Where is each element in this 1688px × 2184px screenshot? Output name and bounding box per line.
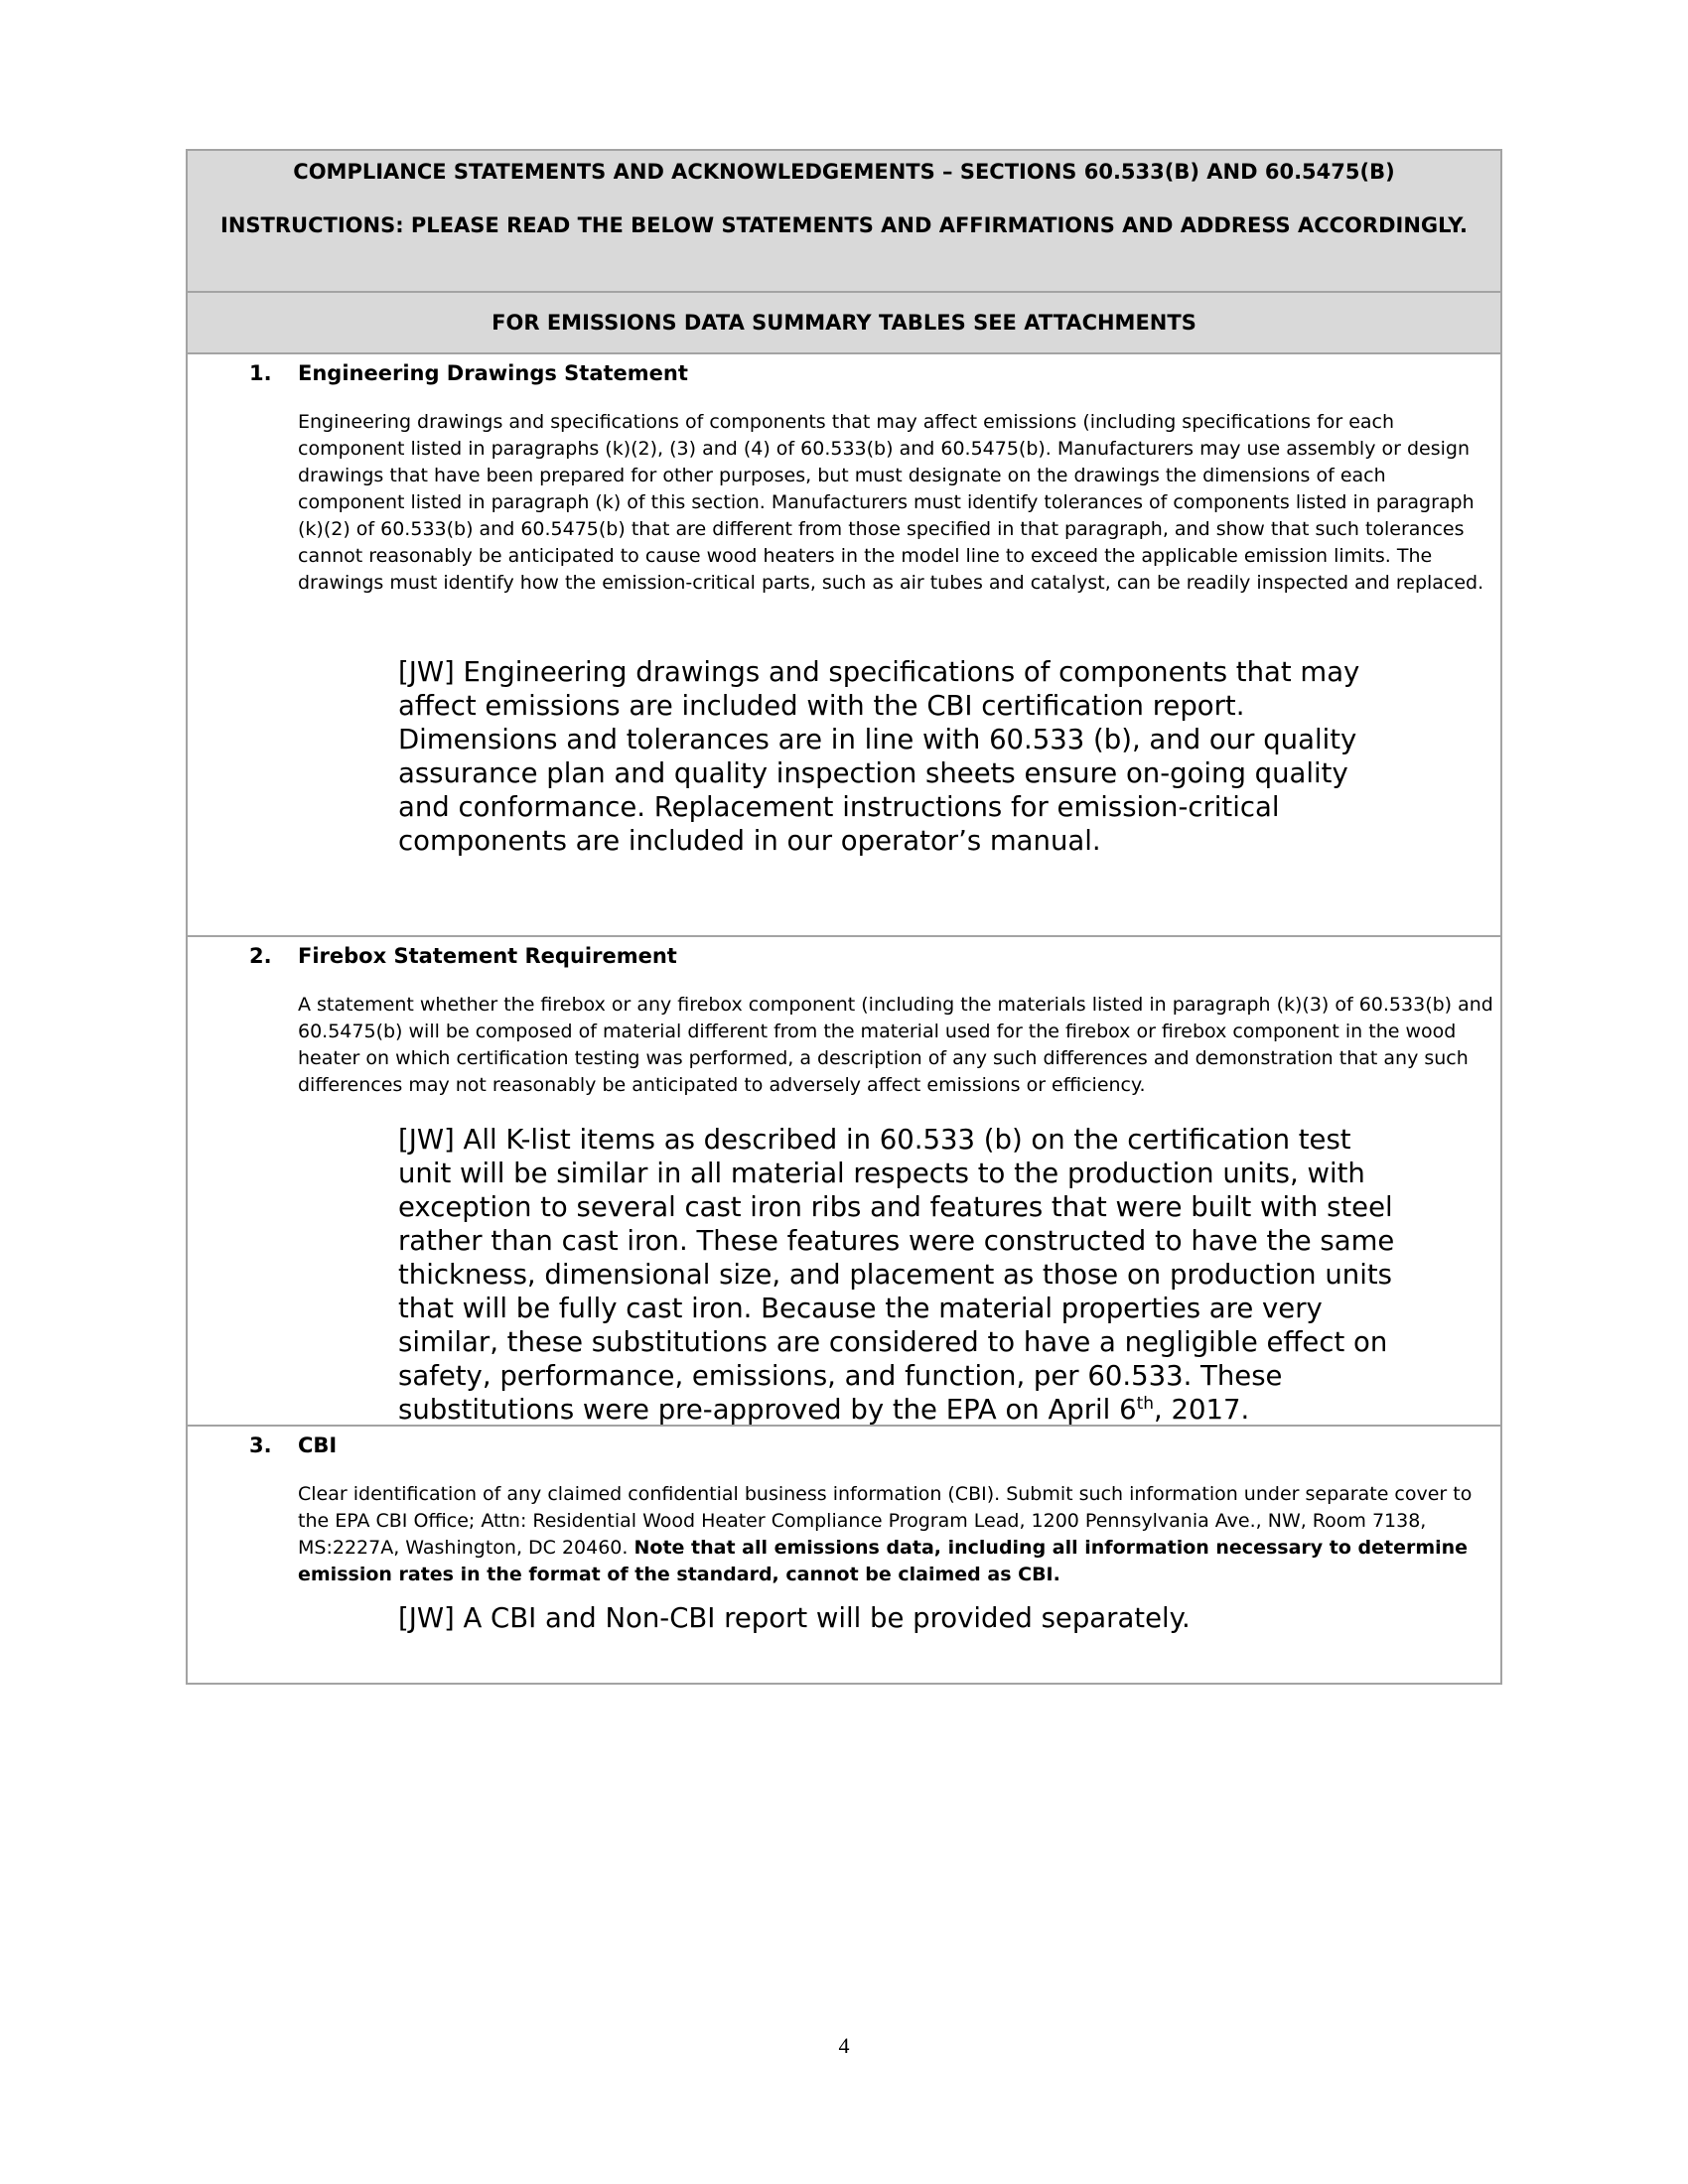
section-number: 3. (249, 1433, 272, 1457)
section-title: Engineering Drawings Statement (298, 361, 688, 385)
section-requirement-text: Engineering drawings and specifications of components that may affect emissions (including specifications for each component listed in paragraphs (k)(2), (3) and (4) of 60.533(b) and 60.5475(b). Manufacturers may use assembly or design drawings that have been prepared for other purposes, but must designate on the drawings the dimensions of each component listed in paragraph (k) of this section. Manufacturers must identify tolerances of components listed in paragraph (k)(2) of 60.533(b) and 60.5475(b) that are different from those specified in that paragraph, and show that such tolerances cannot reasonably be anticipated to cause wood heaters in the model line to exceed the applicable emission limits. The drawings must identify how the emission-critical parts, such as air tubes and catalyst, can be readily inspected and replaced. (298, 411, 1484, 594)
response-main-text: [JW] All K-list items as described in 60.533 (b) on the certification test unit will be similar in all material respects to the production units, with exception to several cast iron ribs and features that were built with steel rather than cast iron. These features were constructed to have the same thickness, dimensional size, and placement as those on production units that will be fully cast iron. Because the material properties are very similar, these substitutions are considered to have a negligible effect on safety, performance, emissions, and function, per 60.533. These substitutions were pre-approved by the EPA on April 6 (398, 1124, 1395, 1426)
ordinal-suffix: th (1136, 1393, 1155, 1414)
requirement-bold-note: Note that all emissions data, including all information necessary to determine emission rates in the format of the standard, cannot be claimed as CBI. (298, 1537, 1469, 1585)
requirement-plain-text: Clear identification of any claimed confidential business information (CBI). Submit such information under separate cover to the EPA CBI Office; Attn: Residential Wood Heater Compliance Program Lead, 1200 Pennsylvania Ave., NW, Room 7138, MS:2227A, Washington, DC 20460. (298, 1483, 1473, 1559)
section-response-text (398, 1123, 1401, 1427)
compliance-table (186, 149, 1502, 1685)
section-title: CBI (298, 1433, 338, 1457)
header-title: COMPLIANCE STATEMENTS AND ACKNOWLEDGEMENTS – SECTIONS 60.533(B) AND 60.5475(B) (293, 160, 1395, 184)
section-number: 2. (249, 944, 272, 968)
table-header (188, 151, 1500, 293)
section-requirement-text (298, 1481, 1494, 1588)
response-end-text: , 2017. (1154, 1394, 1250, 1426)
section-cbi (188, 1427, 1500, 1683)
header-instructions: INSTRUCTIONS: PLEASE READ THE BELOW STATEMENTS AND AFFIRMATIONS AND ADDRESS ACCORDINGLY. (220, 213, 1468, 237)
section-response-text: [JW] Engineering drawings and specifications of components that may affect emissions are included with the CBI certification report. Dimensions and tolerances are in line with 60.533 (b), and our quality assurance plan and quality inspection sheets ensure on-going quality and conformance. Replacement instructions for emission-critical components are included in our operator’s manual. (398, 656, 1360, 857)
section-response-text: [JW] A CBI and Non-CBI report will be provided separately. (398, 1602, 1191, 1634)
emissions-data-subheader: FOR EMISSIONS DATA SUMMARY TABLES SEE ATTACHMENTS (188, 293, 1500, 354)
section-number: 1. (249, 361, 272, 385)
section-requirement-text: A statement whether the firebox or any firebox component (including the materials listed in paragraph (k)(3) of 60.533(b) and 60.5475(b) will be composed of material different from the material used for the firebox or firebox component in the wood heater on which certification testing was performed, a description of any such differences and demonstration that any such differences may not reasonably be anticipated to adversely affect emissions or efficiency. (298, 994, 1493, 1096)
section-title: Firebox Statement Requirement (298, 944, 677, 968)
section-engineering-drawings (188, 354, 1500, 937)
page-number: 4 (838, 2033, 850, 2058)
section-firebox-statement (188, 937, 1500, 1427)
